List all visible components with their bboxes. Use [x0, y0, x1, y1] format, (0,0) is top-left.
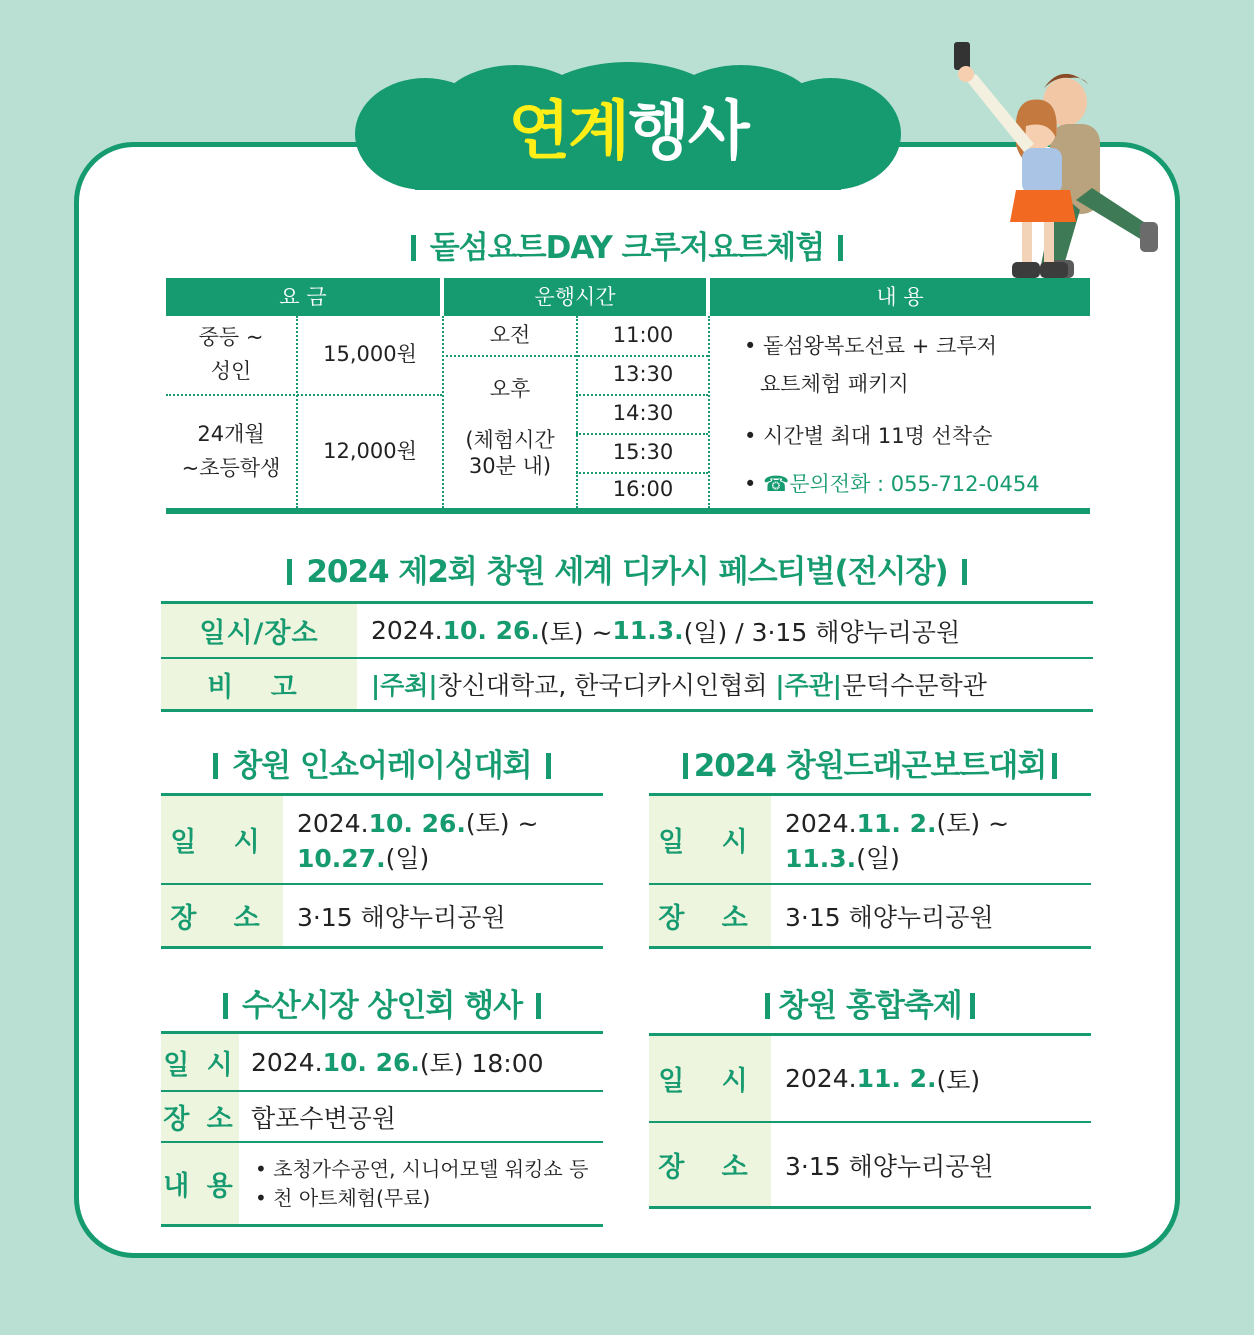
dragon-date: 2024.11. 2.(토) ~ 11.3.(일) — [785, 809, 1010, 873]
pm-note: (체험시간 30분 내) — [465, 427, 555, 478]
market-section-title: 수산시장 상인회 행사 — [161, 980, 603, 1025]
header-fee: 요 금 — [166, 278, 440, 316]
fusion-section-title: 창원 홍합축제 — [649, 980, 1091, 1025]
label-place: 장 소 — [649, 885, 771, 946]
fee-price-adult: 15,000원 — [323, 342, 417, 367]
label-place: 장 소 — [161, 885, 283, 946]
insho-date: 2024.10. 26.(토) ~ 10.27.(일) — [297, 809, 539, 873]
title-bar — [287, 559, 292, 585]
festival-section-title: 2024 제2회 창원 세계 디카시 페스티벌(전시장) — [210, 546, 1044, 591]
fee-price-child: 12,000원 — [323, 439, 417, 464]
label-remark: 비 고 — [161, 659, 357, 709]
header-time: 운행시간 — [444, 278, 706, 316]
time-1530: 15:30 — [612, 439, 674, 464]
note-capacity: • 시간별 최대 11명 선착순 — [744, 424, 993, 448]
title-bar — [683, 753, 688, 779]
label-date: 일 시 — [649, 796, 771, 883]
time-1600: 16:00 — [612, 477, 674, 502]
divider — [708, 316, 710, 508]
market-table — [161, 1031, 603, 1227]
fusion-table — [649, 1033, 1091, 1209]
fee-target-child: 24개월 ~초등학생 — [181, 422, 281, 480]
fusion-place: 3·15 해양누리공원 — [785, 1151, 994, 1181]
pm-label: 오후 — [489, 377, 531, 402]
time-1330: 13:30 — [612, 361, 674, 386]
market-content — [239, 1143, 588, 1224]
market-place: 합포수변공원 — [251, 1103, 396, 1133]
couple-selfie-illustration — [952, 40, 1182, 290]
label-content: 내 용 — [161, 1143, 239, 1224]
note-phone: • ☎문의전화 : 055-712-0454 — [744, 472, 1040, 496]
festival-remark: |주최| 창신대학교, 한국디카시인협회 |주관| 문덕수문학관 — [371, 671, 987, 700]
page-title: 연계행사 — [508, 95, 748, 169]
time-1100: 11:00 — [612, 322, 674, 347]
title-bar — [223, 993, 228, 1019]
dragon-section-title: 2024 창원드래곤보트대회 — [630, 740, 1110, 785]
title-bar — [1052, 753, 1057, 779]
label-date: 일 시 — [161, 1034, 239, 1090]
label-date: 일 시 — [161, 796, 283, 883]
label-place: 장 소 — [161, 1092, 239, 1141]
header-content: 내 용 — [710, 278, 1090, 316]
note-package-1: • 돝섬왕복도선료 + 크루저 — [744, 334, 997, 358]
content-line: • 천 아트체험(무료) — [255, 1186, 431, 1210]
yacht-table — [166, 278, 1090, 516]
table-bottom-rule — [166, 508, 1090, 514]
title-bar — [213, 753, 218, 779]
title-bar — [411, 235, 416, 261]
festival-table — [161, 601, 1093, 712]
fee-target-adult: 중등 ~ 성인 — [198, 325, 264, 383]
time-1430: 14:30 — [612, 400, 674, 425]
title-bar — [838, 235, 843, 261]
title-bar — [765, 993, 770, 1019]
am-label: 오전 — [489, 322, 531, 347]
title-bar — [536, 993, 541, 1019]
insho-place: 3·15 해양누리공원 — [297, 902, 506, 932]
insho-table — [161, 793, 603, 949]
festival-date-place: 2024. 10. 26. (토) ~ 11.3. (일) / 3·15 해양누리공원 — [371, 616, 961, 647]
phone-contact: ☎문의전화 : 055-712-0454 — [763, 472, 1040, 496]
content-line: • 초청가수공연, 시니어모델 워킹쇼 등 — [255, 1157, 589, 1181]
title-cloud — [355, 62, 901, 190]
market-date: 2024. 10. 26. (토) 18:00 — [251, 1047, 544, 1078]
label-datetime-place: 일시/장소 — [161, 604, 357, 657]
title-bar — [962, 559, 967, 585]
yacht-section-title: 돝섬요트DAY 크루저요트체험 — [340, 222, 914, 267]
fusion-date: 2024. 11. 2. (토) — [785, 1064, 981, 1095]
dragon-place: 3·15 해양누리공원 — [785, 902, 994, 932]
title-bar — [970, 993, 975, 1019]
note-package-2: 요트체험 패키지 — [760, 372, 909, 396]
label-place: 장 소 — [649, 1123, 771, 1206]
insho-section-title: 창원 인쇼어레이싱대회 — [161, 740, 603, 785]
title-bar — [546, 753, 551, 779]
dragon-table — [649, 793, 1091, 949]
label-date: 일 시 — [649, 1036, 771, 1121]
